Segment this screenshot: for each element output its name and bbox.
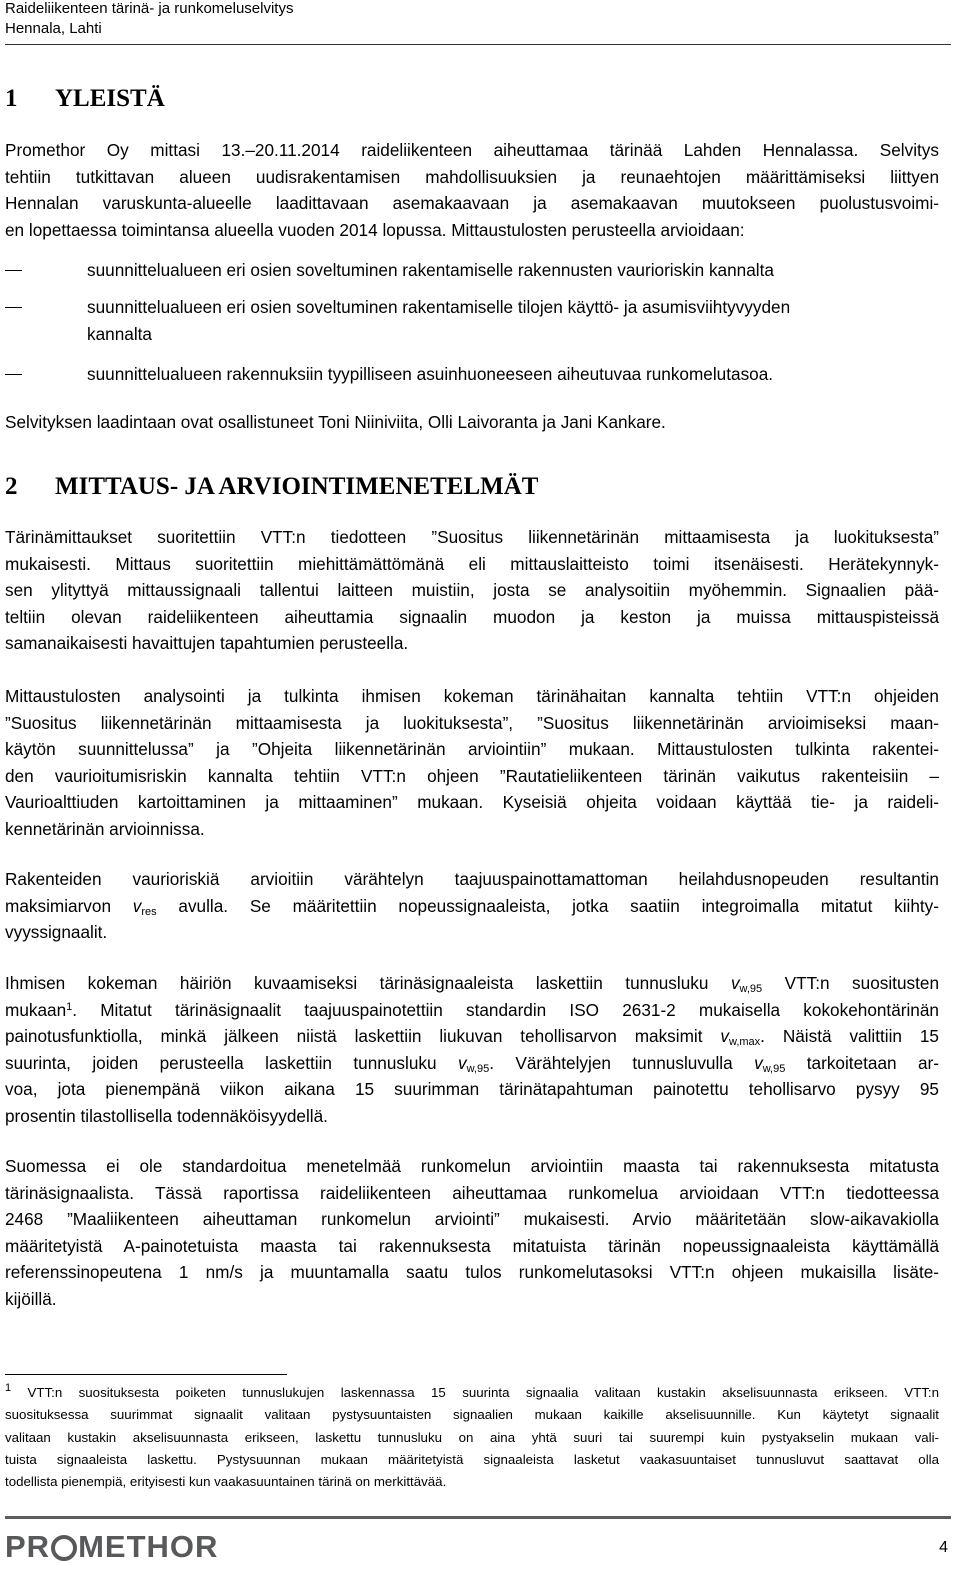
header-divider: [5, 44, 951, 45]
section-2-paragraph-1: [5, 524, 939, 657]
text-line: tehtiin tutkittavan alueen uudisrakentamisen mahdollisuuksien ja reunaehtojen määrittämiseksi liittyen: [5, 166, 939, 187]
dash-bullet-icon: [5, 307, 22, 308]
text-line: Mittaustulosten analysointi ja tulkinta ihmisen kokeman tärinähaitan kannalta tehtiin VTT:n ohjeiden: [5, 686, 939, 706]
footnote-line: todellista pienempiä, erityisesti kun vaakasuuntainen tärinä on merkittävää.: [5, 1474, 447, 1490]
bullet-text: kannalta: [87, 323, 152, 344]
header-title: Raideliikenteen tärinä- ja runkomeluselvitys: [5, 0, 294, 17]
section-2-paragraph-5: [5, 1153, 939, 1313]
text-line: sen ylityttyä mittaussignaali tallentui laitteen muistiin, josta se analysoitiin myöhemmin. Signaalien pää-: [5, 580, 939, 601]
text-line: mukaan$^1$. Mitatut tärinäsignaalit taajuuspainotettiin standardin ISO 2631-2 mukaisella kokokehontärinän: [5, 999, 939, 1020]
text-line: Suomessa ei ole standardoitua menetelmää runkomelun arviointiin maasta tai rakennuksesta mitatusta: [5, 1156, 939, 1176]
section-2-paragraph-4: [5, 970, 939, 1130]
text-line: en lopettaessa toimintansa alueella vuoden 2014 lopussa. Mittaustulosten perusteella arvioidaan:: [5, 219, 745, 240]
text-line: Rakenteiden vaurioriskiä arvioitiin värähtelyn taajuuspainottamattoman heilahdusnopeuden resultantin: [5, 869, 939, 889]
section-2-title: MITTAUS- JA ARVIOINTIMENETELMÄT: [55, 473, 539, 500]
text-line: määritetyistä A-painotetuista maasta tai rakennuksesta mitatuista tärinän nopeussignaaleista käyttämällä: [5, 1235, 939, 1256]
footnote-reference: 1: [66, 1000, 73, 1013]
text-line: käytön suunnittelussa” ja ”Ohjeita liikennetärinän arviointiin” mukaan. Mittaustulosten tulkinta rakentei-: [5, 739, 939, 760]
footnote-mark: 1: [5, 1382, 12, 1394]
bullet-item: [5, 361, 939, 388]
text-line: 2468 ”Maaliikenteen aiheuttaman runkomelun arviointi” mukaisesti. Arvio määritetään slow-aikavakiolla: [5, 1209, 939, 1230]
footnote-separator: [5, 1374, 287, 1375]
bullet-text: suunnittelualueen eri osien soveltuminen rakentamiselle rakennusten vaurioriskin kannalta: [87, 260, 774, 280]
text-line: samanaikaisesti havaittujen tapahtumien perusteella.: [5, 633, 409, 654]
text-line: prosentin tilastollisella todennäköisyydellä.: [5, 1105, 328, 1126]
text-line: teltiin olevan raideliikenteen aiheuttamia signaalin muodon ja keston ja muissa mittauspisteissä: [5, 606, 939, 627]
footer-divider: [5, 1516, 951, 1519]
text-line: referenssinopeutena 1 nm/s ja muuntamalla saatu tulos runkomelutasoksi VTT:n ohjeen mukaisilla lisäte-: [5, 1262, 939, 1283]
bullet-item: [5, 294, 939, 347]
text-line: kennetärinän arvioinnissa.: [5, 818, 205, 839]
section-1-number: 1: [5, 85, 18, 112]
footnote-line: suosituksessa suurimmat signaalit valitaan pystysuuntaisten signaalien mukaan kaikille akselisuunnille. Kun käytetyt signaalit: [5, 1407, 939, 1423]
footnote: [5, 1382, 939, 1493]
text-line: Vaurioalttiuden kartoittaminen ja mittaaminen” mukaan. Kyseisiä ohjeita voidaan käyttää tie- ja raideli-: [5, 792, 939, 813]
page-number: 4: [939, 1539, 948, 1556]
footnote-line: tuista signaaleista laskettu. Pystysuunnan mukaan määritetyistä signaaleista lasketut vaakasuuntaiset tunnusluvut saattavat olla: [5, 1451, 939, 1467]
text-line: den vaurioitumisriskin kannalta tehtiin VTT:n ohjeen ”Rautatieliikenteen tärinän vaikutus rakenteisiin –: [5, 765, 939, 786]
dash-bullet-icon: [5, 270, 22, 271]
text-line: suurinta, joiden perusteella laskettiin tunnusluku $v_{w,95}$. Värähtelyjen tunnusluvulla $v_{w,95}$ tarkoitetaan ar-: [5, 1052, 939, 1075]
bullet-item: [5, 257, 939, 284]
text-line: mukaisesti. Mittaus suoritettiin miehittämättömänä eli mittauslaitteisto toimi itsenäisesti. Herätekynnyk-: [5, 553, 939, 574]
text-line: vyyssignaalit.: [5, 922, 108, 943]
promethor-logo: PR METHOR: [5, 1529, 219, 1564]
section-2-paragraph-2: [5, 683, 939, 843]
dash-bullet-icon: [5, 374, 22, 375]
text-line: voa, jota pienempänä viikon aikana 15 suurimman tärinätapahtuman painotettu tehollisarvo pysyy 95: [5, 1079, 939, 1100]
section-2-number: 2: [5, 473, 18, 500]
text-line: Promethor Oy mittasi 13.–20.11.2014 raideliikenteen aiheuttamaa tärinää Lahden Hennalassa. Selvitys: [5, 140, 939, 160]
text-line: maksimiarvon $v_{res}$ avulla. Se määritettiin nopeussignaaleista, jotka saatiin integroimalla mitatut kiihty-: [5, 895, 939, 918]
text-line: Hennalan varuskunta-alueelle laadittavaan asemakaavaan ja asemakaavan muutokseen puolustusvoimi-: [5, 193, 939, 214]
header-location: Hennala, Lahti: [5, 20, 102, 37]
section-2-paragraph-3: [5, 866, 939, 946]
section-1-authors: [5, 409, 939, 436]
footnote-line: $^1$ VTT:n suosituksesta poiketen tunnuslukujen laskennassa 15 suurinta signaalia valitaan kustakin akselisuunnasta erikseen. VTT:n: [5, 1382, 939, 1400]
text-line: ”Suositus liikennetärinän mittaamisesta ja luokituksesta”, ”Suositus liikennetärinän arvioimiseksi maan-: [5, 712, 939, 733]
logo-o-ring-icon: [51, 1535, 77, 1561]
bullet-text: suunnittelualueen eri osien soveltuminen rakentamiselle tilojen käyttö- ja asumisviihtyvyyden: [87, 297, 791, 317]
text-line: Tärinämittaukset suoritettiin VTT:n tiedotteen ”Suositus liikennetärinän mittaamisesta ja luokituksesta”: [5, 527, 939, 547]
section-1-heading: [5, 84, 165, 114]
bullet-text: suunnittelualueen rakennuksiin tyypilliseen asuinhuoneeseen aiheutuvaa runkomelutasoa.: [87, 364, 774, 384]
text-line: kijöillä.: [5, 1288, 57, 1309]
text-line: painotusfunktiolla, minkä jälkeen niistä laskettiin liukuvan tehollisarvon maksimit $v_{w,max}$. Näistä valittiin 15: [5, 1026, 939, 1049]
text-line: Selvityksen laadintaan ovat osallistuneet Toni Niiniviita, Olli Laivoranta ja Jani Kankare.: [5, 412, 666, 432]
section-2-heading: [5, 472, 538, 502]
footnote-line: valitaan kustakin akselisuunnasta erikseen, laskettu tunnusluku on aina yhtä suuri tai suurempi kuin pystyakselin mukaan vali-: [5, 1429, 939, 1445]
text-line: Ihmisen kokeman häiriön kuvaamiseksi tärinäsignaaleista laskettiin tunnusluku $v_{w,95}$ VTT:n suositusten: [5, 973, 940, 995]
text-line: tärinäsignaalista. Tässä raportissa raideliikenteen aiheuttamaa runkomelua arvioidaan VTT:n tiedotteessa: [5, 1182, 939, 1203]
section-1-paragraph: [5, 137, 939, 243]
section-1-title: YLEISTÄ: [55, 85, 165, 112]
